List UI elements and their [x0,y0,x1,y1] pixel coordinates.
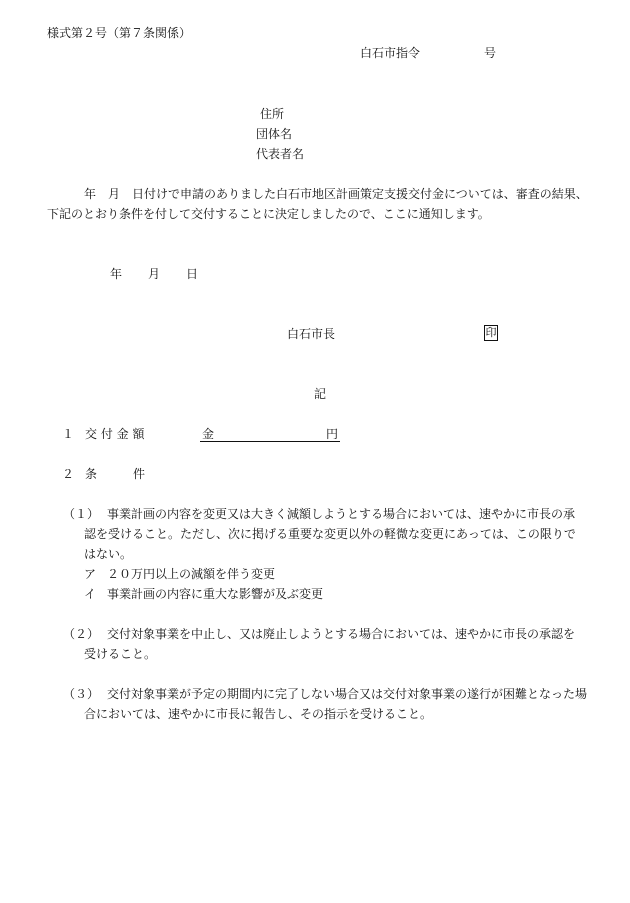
amount-number: １ [62,427,75,441]
condition-number: （２） [63,627,100,641]
subitem-marker: ア [84,567,97,581]
intro-line-1: 年 月 日付けで申請のありました白石市地区計画策定支援交付金については、審査の結果、 [84,187,588,201]
date-month: 月 [148,267,161,281]
issuer-title: 白石市長 [287,327,336,341]
amount-unit: 円 [326,427,339,441]
condition-1-line-2: 認を受けること。ただし、次に掲げる重要な変更以外の軽微な変更にあっては、この限りで [84,527,576,541]
designation-prefix: 白石市指令 [360,46,421,60]
amount-label: 交 付 金 額 [85,427,145,441]
date-day: 日 [186,267,199,281]
amount-prefix: 金 [202,427,215,441]
intro-line-2: 下記のとおり条件を付して交付することに決定しましたので、ここに通知します。 [47,207,490,221]
condition-number: （３） [63,687,100,701]
condition-3-line-1: 交付対象事業が予定の期間内に完了しない場合又は交付対象事業の遂行が困難となった場 [107,687,588,701]
subitem-text: ２０万円以上の減額を伴う変更 [107,567,276,581]
form-number: 様式第２号（第７条関係） [47,26,192,40]
condition-1-line-1: 事業計画の内容を変更又は大きく減額しようとする場合においては、速やかに市長の承 [107,507,576,521]
subitem-marker: イ [84,587,97,601]
representative-label: 代表者名 [256,147,305,161]
condition-number: （１） [63,507,100,521]
notice-heading: 記 [314,387,327,401]
conditions-label: 条 件 [85,467,146,481]
date-year: 年 [110,267,123,281]
designation-suffix: 号 [484,46,497,60]
condition-2-line-1: 交付対象事業を中止し、又は廃止しようとする場合においては、速やかに市長の承認を [107,627,576,641]
seal-mark: 印 [485,326,497,339]
condition-3-line-2: 合においては、速やかに市長に報告し、その指示を受けること。 [84,707,433,721]
amount-underline [200,441,340,442]
address-label: 住所 [260,107,285,121]
condition-1-line-3: はない。 [84,547,133,561]
organization-label: 団体名 [256,127,293,141]
conditions-number: ２ [62,467,75,481]
subitem-text: 事業計画の内容に重大な影響が及ぶ変更 [107,587,324,601]
condition-2-line-2: 受けること。 [84,647,157,661]
